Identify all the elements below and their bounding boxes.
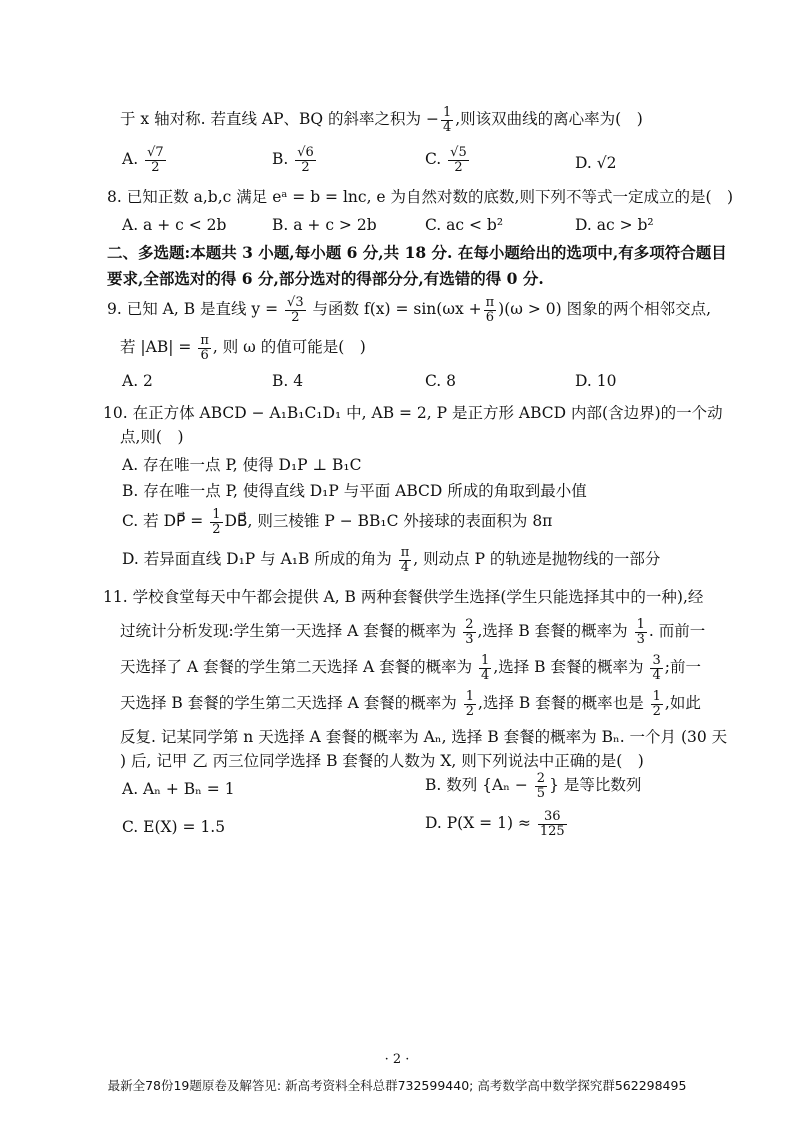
q11-text-line1: 11. 学校食堂每天中午都会提供 A, B 两种套餐供学生选择(学生只能选择其中的一种),经 bbox=[103, 588, 704, 606]
q11-text-line6: ) 后, 记甲 乙 丙三位同学选择 B 套餐的人数为 X, 则下列说法中正确的是( ) bbox=[120, 752, 644, 770]
q10-text-line1: 10. 在正方体 ABCD − A₁B₁C₁D₁ 中, AB = 2, P 是正方形 ABCD 内部(含边界)的一个动 bbox=[103, 404, 723, 422]
q9-option-b: B. 4 bbox=[272, 372, 304, 390]
q8-option-c: C. ac < b² bbox=[425, 216, 504, 234]
q9-option-a: A. 2 bbox=[122, 372, 153, 390]
q11-option-d: D. P(X = 1) ≈ $\frac{36}{125}$ bbox=[425, 809, 565, 839]
q9-option-c: C. 8 bbox=[425, 372, 457, 390]
q7-option-d: D. √2 bbox=[575, 154, 617, 172]
q7-text-a: 于 x 轴对称. 若直线 AP、BQ 的斜率之积为 − bbox=[120, 110, 439, 129]
q10-option-b: B. 存在唯一点 P, 使得直线 D₁P 与平面 ABCD 所成的角取到最小值 bbox=[122, 482, 587, 500]
footer-note: 最新全78份19题原卷及解答见: 新高考资料全科总群732599440; 高考数学高中数学探究群562298495 bbox=[107, 1078, 687, 1093]
q8-text: 8. 已知正数 a,b,c 满足 eᵃ = b = lnc, e 为自然对数的底数,则下列不等式一定成立的是( ) bbox=[107, 188, 734, 206]
q11-option-b: B. 数列 {Aₙ − $\frac{2}{5}$ } 是等比数列 bbox=[425, 771, 642, 801]
q8-option-b: B. a + c > 2b bbox=[272, 216, 377, 234]
q10-option-c: C. 若 DP⃗ = $\frac{1}{2}$ DB⃗, 则三棱锥 P − BB₁C 外接球的表面积为 8π bbox=[122, 507, 553, 537]
q7-option-a: A. $\frac{√7}{2}$ bbox=[122, 145, 164, 175]
q11-text-line4: 天选择 B 套餐的学生第二天选择 A 套餐的概率为 $\frac{1}{2}$ ,选择 B 套餐的概率也是 $\frac{1}{2}$ ,如此 bbox=[120, 689, 701, 719]
q11-option-c: C. E(X) = 1.5 bbox=[122, 818, 226, 836]
q9-text-line2: 若 |AB| = $\frac{\pi}{6}$ , 则 ω 的值可能是( ) bbox=[120, 333, 366, 363]
q8-option-d: D. ac > b² bbox=[575, 216, 654, 234]
section2-heading-line2: 要求,全部选对的得 6 分,部分选对的得部分分,有选错的得 0 分. bbox=[107, 269, 544, 288]
q9-option-d: D. 10 bbox=[575, 372, 617, 390]
q7-option-c: C. $\frac{√5}{2}$ bbox=[425, 145, 467, 175]
q10-option-d: D. 若异面直线 D₁P 与 A₁B 所成的角为 $\frac{\pi}{4}$ , 则动点 P 的轨迹是抛物线的一部分 bbox=[122, 545, 661, 575]
q10-text-line2: 点,则( ) bbox=[120, 428, 184, 446]
q11-text-line5: 反复. 记某同学第 n 天选择 A 套餐的概率为 Aₙ, 选择 B 套餐的概率为 Bₙ. 一个月 (30 天 bbox=[120, 728, 728, 746]
q10-option-a: A. 存在唯一点 P, 使得 D₁P ⊥ B₁C bbox=[122, 456, 362, 474]
q7-text-b: ,则该双曲线的离心率为( ) bbox=[455, 110, 643, 129]
q11-text-line3: 天选择了 A 套餐的学生第二天选择 A 套餐的概率为 $\frac{1}{4}$ ,选择 B 套餐的概率为 $\frac{3}{4}$ ;前一 bbox=[120, 653, 701, 683]
page-number: · 2 · bbox=[384, 1052, 410, 1067]
q11-text-line2: 过统计分析发现:学生第一天选择 A 套餐的概率为 $\frac{2}{3}$ ,选择 B 套餐的概率为 $\frac{1}{3}$ . 而前一 bbox=[120, 617, 706, 647]
q7-text bbox=[120, 106, 643, 134]
q8-option-a: A. a + c < 2b bbox=[122, 216, 227, 234]
q7-option-b: B. $\frac{√6}{2}$ bbox=[272, 145, 314, 175]
q7-fraction: $\frac{1}{4}$ bbox=[442, 105, 452, 135]
q9-text-line1: 9. 已知 A, B 是直线 y = $\frac{√3}{2}$ 与函数 f(x) = sin(ωx + $\frac{\pi}{6}$ )(ω > 0) 图象的两个相邻交点, bbox=[107, 295, 712, 325]
q11-option-a: A. Aₙ + Bₙ = 1 bbox=[122, 780, 235, 798]
section2-heading-line1: 二、多选题:本题共 3 小题,每小题 6 分,共 18 分. 在每小题给出的选项中,有多项符合题目 bbox=[107, 243, 727, 262]
